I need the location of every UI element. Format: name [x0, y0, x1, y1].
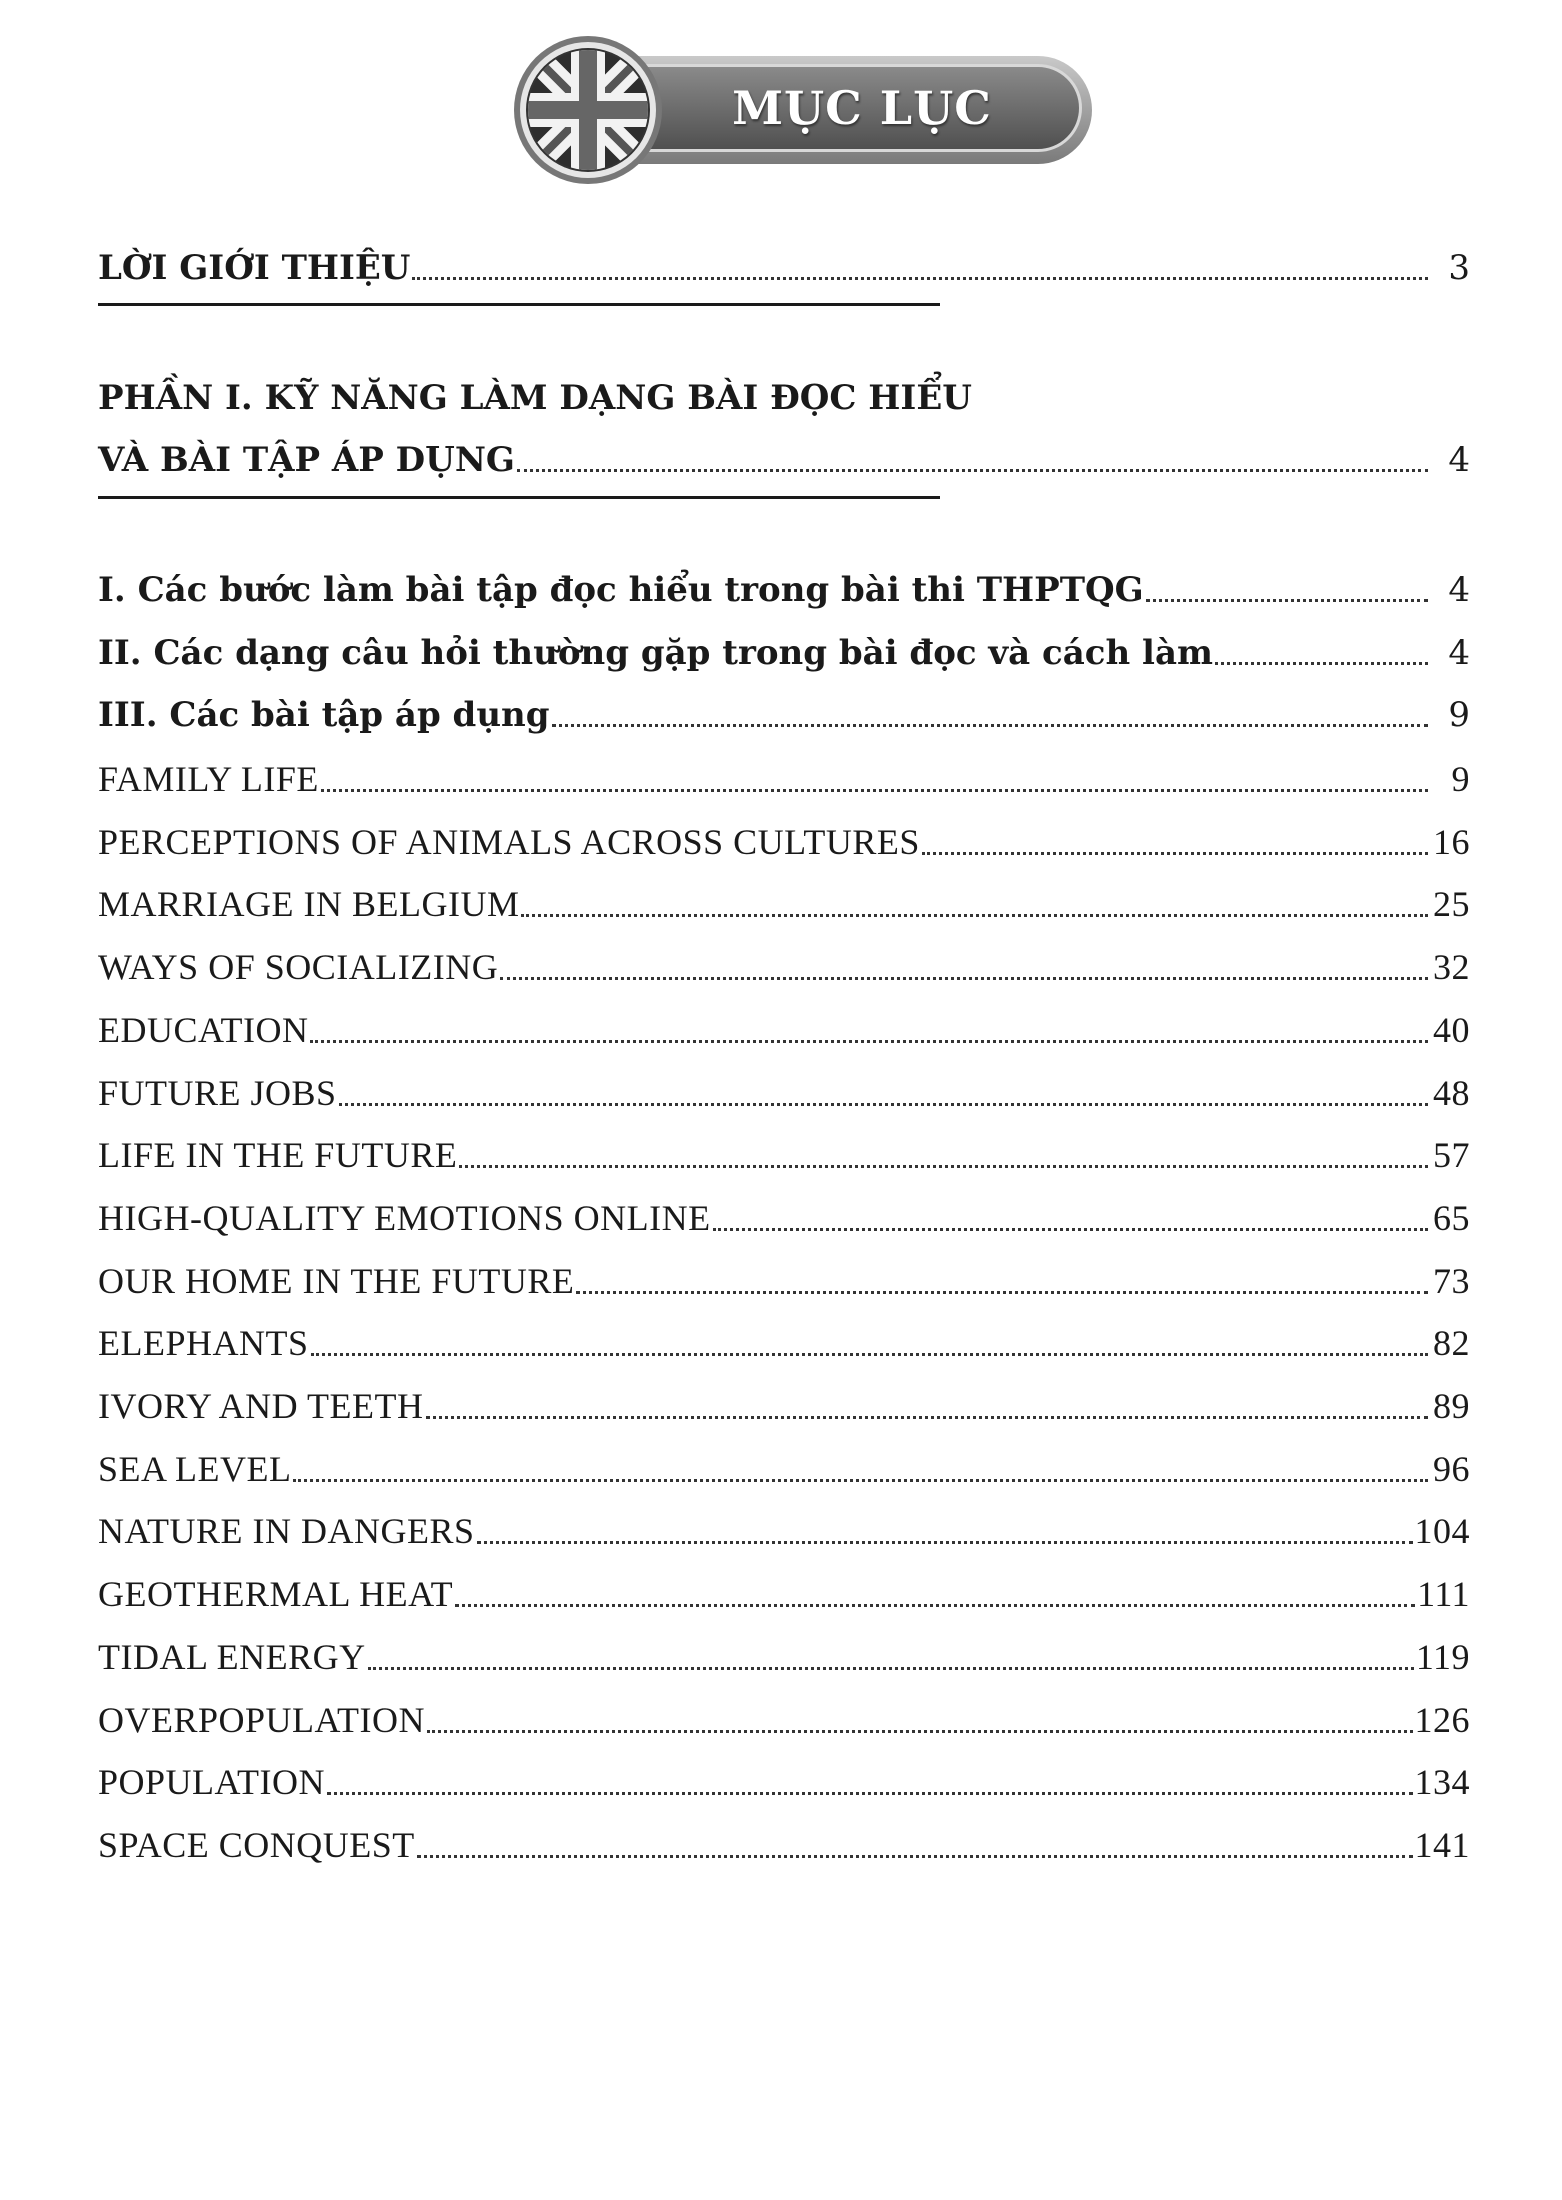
toc-page-number: 57: [1433, 1135, 1470, 1175]
toc-entry-label: WAYS OF SOCIALIZING: [98, 947, 499, 987]
toc-entry-topic[interactable]: [98, 1573, 1470, 1615]
toc-entry-label: I. Các bước làm bài tập đọc hiểu trong bài thi THPTQG: [98, 570, 1144, 610]
leader-dots: [310, 1040, 1428, 1043]
leader-dots: [459, 1165, 1428, 1168]
toc-entry-topic[interactable]: [98, 1761, 1470, 1803]
leader-dots: [427, 1730, 1412, 1733]
toc-entry-topic[interactable]: [98, 883, 1470, 925]
toc-page-number: 3: [1448, 248, 1470, 288]
toc-entry-topic[interactable]: [98, 758, 1470, 800]
toc-entry-label: VÀ BÀI TẬP ÁP DỤNG: [98, 440, 515, 480]
leader-dots: [311, 1353, 1429, 1356]
divider: [98, 303, 940, 306]
toc-entry-label: POPULATION: [98, 1762, 326, 1802]
toc-entry-topic[interactable]: [98, 1322, 1470, 1364]
toc-entry-label: TIDAL ENERGY: [98, 1637, 366, 1677]
toc-entry-label: LIFE IN THE FUTURE: [98, 1135, 458, 1175]
toc-page-number: 96: [1433, 1449, 1470, 1489]
toc-page-number: 9: [1451, 759, 1470, 799]
toc-entry-label: SPACE CONQUEST: [98, 1825, 415, 1865]
toc-page-number: 141: [1414, 1825, 1470, 1865]
toc-entry-topic[interactable]: [98, 1385, 1470, 1427]
toc-entry-label: ELEPHANTS: [98, 1323, 309, 1363]
toc-entry-label: OVERPOPULATION: [98, 1700, 426, 1740]
toc-page-number: 4: [1448, 570, 1470, 610]
toc-entry-label: II. Các dạng câu hỏi thường gặp trong bài đọc và cách làm: [98, 633, 1213, 673]
leader-dots: [1215, 662, 1428, 665]
toc-entry-part1[interactable]: [98, 440, 1470, 480]
toc-page-number: 119: [1415, 1637, 1470, 1677]
leader-dots: [339, 1103, 1428, 1106]
toc-entry-label: LỜI GIỚI THIỆU: [98, 248, 411, 288]
divider: [98, 496, 940, 499]
toc-entry-topic[interactable]: [98, 1699, 1470, 1741]
leader-dots: [321, 789, 1428, 792]
leader-dots: [455, 1604, 1415, 1607]
toc-page-number: 25: [1433, 884, 1470, 924]
toc-entry-topic[interactable]: [98, 1636, 1470, 1678]
leader-dots: [576, 1291, 1428, 1294]
toc-page-number: 126: [1414, 1700, 1470, 1740]
toc-page-number: 32: [1433, 947, 1470, 987]
toc-entry-label: HIGH-QUALITY EMOTIONS ONLINE: [98, 1198, 711, 1238]
leader-dots: [417, 1855, 1413, 1858]
toc-entry-topic[interactable]: [98, 1134, 1470, 1176]
leader-dots: [293, 1479, 1428, 1482]
toc-entry-label: EDUCATION: [98, 1010, 309, 1050]
toc-entry-section[interactable]: [98, 633, 1470, 673]
toc-entry-label: IVORY AND TEETH: [98, 1386, 424, 1426]
toc-entry-label: OUR HOME IN THE FUTURE: [98, 1261, 575, 1301]
toc-entry-topic[interactable]: [98, 1510, 1470, 1552]
toc-page-number: 48: [1433, 1073, 1470, 1113]
toc-entry-label: GEOTHERMAL HEAT: [98, 1574, 454, 1614]
toc-entry-topic[interactable]: [98, 1448, 1470, 1490]
toc-page-number: 4: [1448, 633, 1470, 673]
toc-entry-topic[interactable]: [98, 1824, 1470, 1866]
toc-entry-topic[interactable]: [98, 1072, 1470, 1114]
toc-page-number: 40: [1433, 1010, 1470, 1050]
toc-page-number: 82: [1433, 1323, 1470, 1363]
header-badge: [512, 34, 1092, 186]
leader-dots: [517, 469, 1428, 472]
leader-dots: [426, 1416, 1429, 1419]
leader-dots: [368, 1667, 1414, 1670]
leader-dots: [521, 914, 1428, 917]
leader-dots: [412, 277, 1428, 280]
leader-dots: [327, 1792, 1412, 1795]
toc-page-number: 65: [1433, 1198, 1470, 1238]
toc-entry-topic[interactable]: [98, 946, 1470, 988]
part-heading-line1: PHẦN I. KỸ NĂNG LÀM DẠNG BÀI ĐỌC HIỂU: [98, 378, 972, 418]
toc-page-number: 89: [1433, 1386, 1470, 1426]
toc-page-number: 104: [1414, 1511, 1470, 1551]
toc-entry-label: MARRIAGE IN BELGIUM: [98, 884, 520, 924]
leader-dots: [922, 852, 1428, 855]
toc-page-number: 111: [1417, 1574, 1470, 1614]
leader-dots: [477, 1541, 1413, 1544]
toc-entry-label: SEA LEVEL: [98, 1449, 292, 1489]
toc-entry-label: NATURE IN DANGERS: [98, 1511, 475, 1551]
uk-flag-icon: [512, 34, 664, 186]
toc-entry-topic[interactable]: [98, 1009, 1470, 1051]
toc-entry-section[interactable]: [98, 695, 1470, 735]
toc-entry-topic[interactable]: [98, 1260, 1470, 1302]
toc-entry-label: FAMILY LIFE: [98, 759, 319, 799]
leader-dots: [552, 724, 1428, 727]
toc-page-number: 16: [1433, 822, 1470, 862]
leader-dots: [1146, 599, 1428, 602]
page-title: MỤC LỤC: [732, 81, 992, 135]
toc-entry-section[interactable]: [98, 570, 1470, 610]
toc-page-number: 134: [1414, 1762, 1470, 1802]
toc-entry-topic[interactable]: [98, 821, 1470, 863]
toc-entry-label: III. Các bài tập áp dụng: [98, 695, 550, 735]
toc-page-number: 73: [1433, 1261, 1470, 1301]
toc-entry-label: PERCEPTIONS OF ANIMALS ACROSS CULTURES: [98, 822, 920, 862]
toc-entry-intro[interactable]: [98, 248, 1470, 288]
leader-dots: [500, 977, 1428, 980]
leader-dots: [713, 1228, 1428, 1231]
toc-page-number: 9: [1448, 695, 1470, 735]
toc-page-number: 4: [1448, 440, 1470, 480]
toc-entry-topic[interactable]: [98, 1197, 1470, 1239]
toc-entry-label: FUTURE JOBS: [98, 1073, 337, 1113]
